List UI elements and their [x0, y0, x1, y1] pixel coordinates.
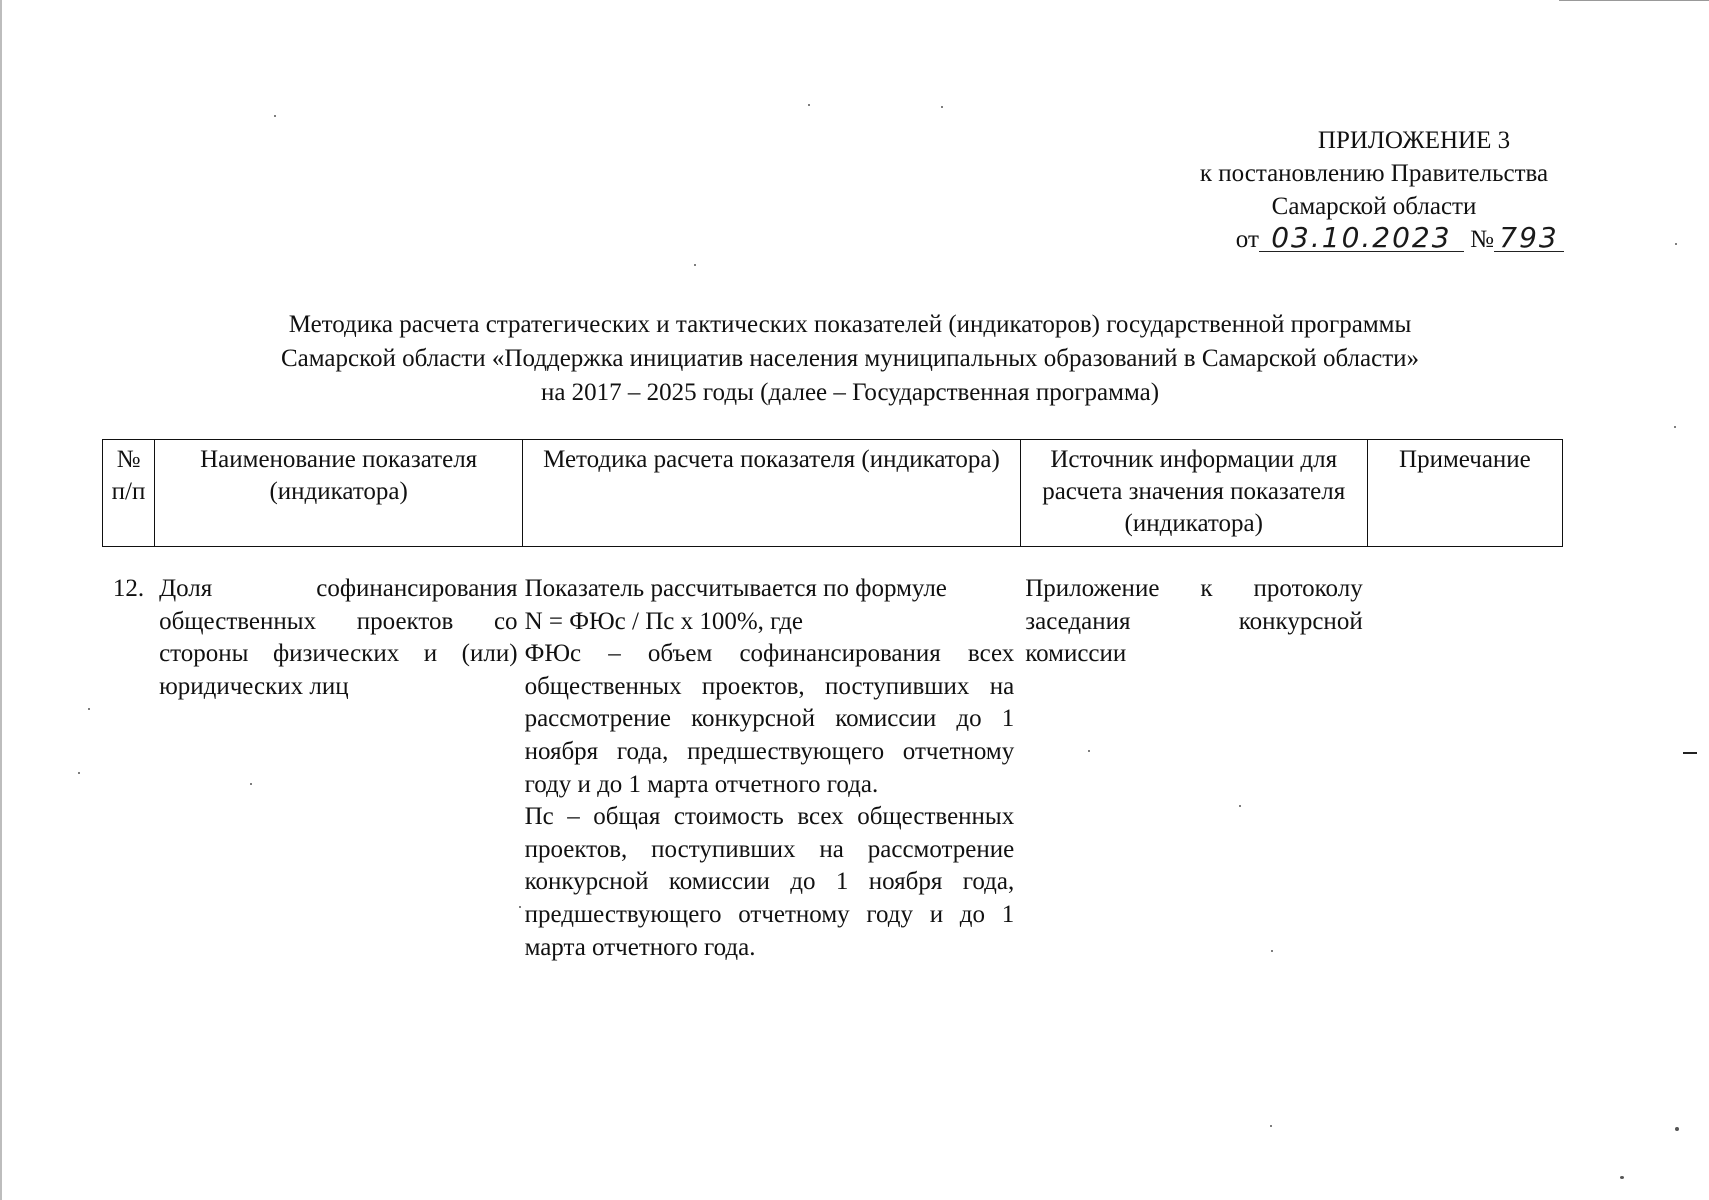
- document-title: [140, 308, 1560, 410]
- method-paragraph-3: ФЮс – объем софинансирования всех общественных проектов, поступивших на рассмотрение конкурсной комиссии до 1 ноября года, предшествующего отчетному году и до 1 марта отчетного года.: [524, 640, 1015, 798]
- row-note: [1368, 573, 1563, 964]
- scan-speck: [1675, 1127, 1679, 1131]
- scan-speck: [1270, 1125, 1272, 1127]
- scan-edge: [0, 0, 2, 1200]
- header-num: № п/п: [103, 440, 155, 547]
- indicators-table-body: [102, 573, 1563, 964]
- scan-speck: [694, 264, 696, 266]
- header-method: Методика расчета показателя (индикатора): [523, 440, 1020, 547]
- scan-speck: [88, 708, 90, 710]
- scan-edge-top: [1559, 0, 1709, 1]
- indicators-table-header: [102, 439, 1563, 547]
- scan-speck: [808, 104, 810, 106]
- row-source: Приложение к протоколу заседания конкурсной комиссии: [1025, 575, 1363, 668]
- scan-speck: [1239, 805, 1241, 807]
- from-label: от: [1235, 226, 1259, 253]
- appendix-line-1: к постановлению Правительства: [1199, 160, 1549, 187]
- appendix-line-2: Самарской области: [1271, 193, 1477, 220]
- appendix-header: [1164, 124, 1584, 256]
- row-num: 12.: [112, 575, 145, 602]
- row-name: Доля софинансирования общественных проектов со стороны физических и (или) юридических лиц: [159, 575, 518, 700]
- handwritten-number: 793: [1494, 225, 1564, 252]
- scan-speck: [1674, 426, 1676, 428]
- method-paragraph-4: Пс – общая стоимость всех общественных проектов, поступивших на рассмотрение конкурсной комиссии до 1 ноября года, предшествующего отчетному году и до 1 марта отчетного года.: [524, 803, 1015, 961]
- header-note: Примечание: [1367, 440, 1562, 547]
- appendix-title: ПРИЛОЖЕНИЕ 3: [1317, 127, 1511, 154]
- scan-dash: [1683, 752, 1697, 754]
- table-header-row: [103, 440, 1563, 547]
- method-formula: N = ФЮс / Пс х 100%, где: [524, 607, 804, 635]
- scan-speck: [274, 115, 276, 117]
- scan-speck: [519, 906, 521, 908]
- scan-speck: [941, 106, 943, 108]
- method-paragraph-1: Показатель рассчитывается по формуле: [524, 575, 947, 602]
- table-row: [102, 573, 1563, 964]
- document-title-line-3: на 2017 – 2025 годы (далее – Государственная программа): [540, 379, 1160, 406]
- document-title-line-2: Самарской области «Поддержка инициатив населения муниципальных образований в Самарской области»: [280, 345, 1420, 372]
- document-title-line-1: Методика расчета стратегических и тактических показателей (индикаторов) государственной программы: [288, 311, 1412, 338]
- header-source: Источник информации для расчета значения показателя (индикатора): [1020, 440, 1367, 547]
- scan-speck: [78, 772, 80, 774]
- scan-speck: [1675, 243, 1677, 245]
- scan-speck: [1620, 1176, 1624, 1179]
- scan-speck: [250, 783, 252, 785]
- appendix-date-line: [1164, 223, 1584, 256]
- header-name: Наименование показателя (индикатора): [155, 440, 523, 547]
- row-method: [523, 573, 1021, 964]
- scan-speck: [1088, 750, 1090, 752]
- handwritten-date: 03.10.2023: [1259, 225, 1464, 252]
- number-label: №: [1470, 226, 1494, 253]
- scan-speck: [1271, 950, 1273, 952]
